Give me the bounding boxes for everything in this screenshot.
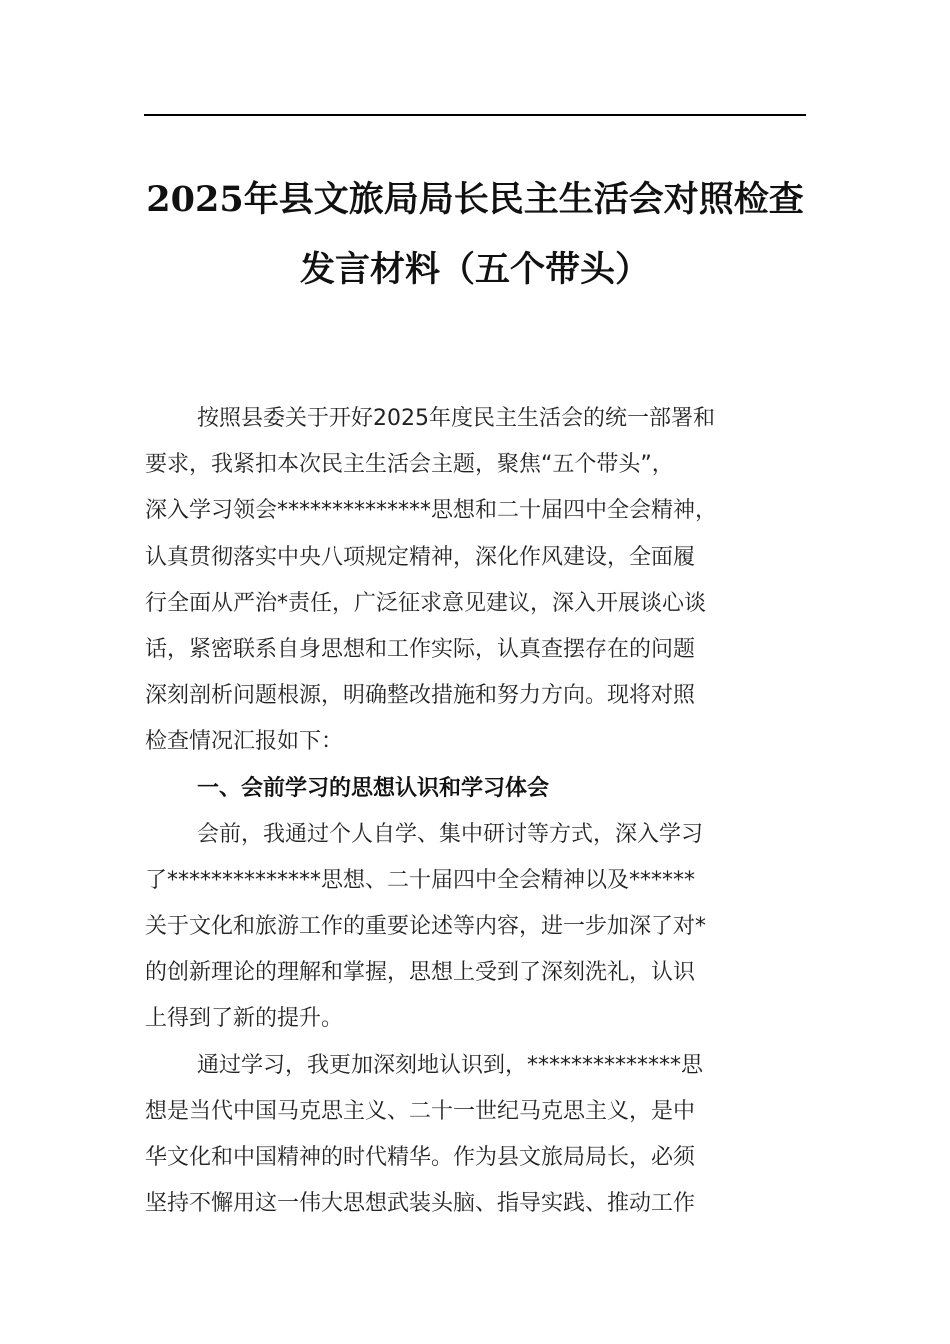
paragraph-line: 坚持不懈用这一伟大思想武装头脑、指导实践、推动工作 — [145, 1191, 696, 1217]
paragraph-line: 的创新理论的理解和掌握，思想上受到了深刻洗礼，认识 — [145, 960, 696, 986]
paragraph-line: 要求，我紧扣本次民主生活会主题，聚焦“五个带头”， — [145, 452, 674, 478]
paragraph-line: 话，紧密联系自身思想和工作实际，认真查摆存在的问题 — [145, 636, 696, 662]
paragraph-line: 华文化和中国精神的时代精华。作为县文旅局局长，必须 — [145, 1145, 696, 1170]
paragraph-line: 上得到了新的提升。 — [145, 1006, 344, 1032]
paragraph-line: 深刻剖析问题根源，明确整改措施和努力方向。现将对照 — [145, 683, 696, 709]
paragraph-line: 检查情况汇报如下： — [145, 729, 344, 755]
document-title-line-1: 2025年县文旅局局长民主生活会对照检查 — [146, 179, 804, 220]
document-body — [145, 396, 807, 1227]
header-rule — [144, 114, 806, 116]
paragraph-line: 了**************思想、二十届四中全会精神以及****** — [145, 867, 696, 893]
paragraph-line: 认真贯彻落实中央八项规定精神，深化作风建设，全面履 — [145, 544, 696, 570]
paragraph-line: 行全面从严治*责任，广泛征求意见建议，深入开展谈心谈 — [145, 590, 707, 616]
document-title-line-2: 发言材料（五个带头） — [299, 249, 650, 290]
paragraph-line: 想是当代中国马克思主义、二十一世纪马克思主义，是中 — [145, 1098, 696, 1124]
paragraph-line: 通过学习，我更加深刻地认识到，**************思 — [197, 1052, 704, 1078]
section-heading: 一、会前学习的思想认识和学习体会 — [197, 775, 550, 801]
paragraph-line: 按照县委关于开好2025年度民主生活会的统一部署和 — [197, 406, 715, 431]
paragraph-line: 深入学习领会**************思想和二十届四中全会精神， — [145, 498, 718, 524]
paragraph-line: 会前，我通过个人自学、集中研讨等方式，深入学习 — [197, 821, 704, 847]
paragraph-line: 关于文化和旅游工作的重要论述等内容，进一步加深了对* — [145, 914, 707, 940]
